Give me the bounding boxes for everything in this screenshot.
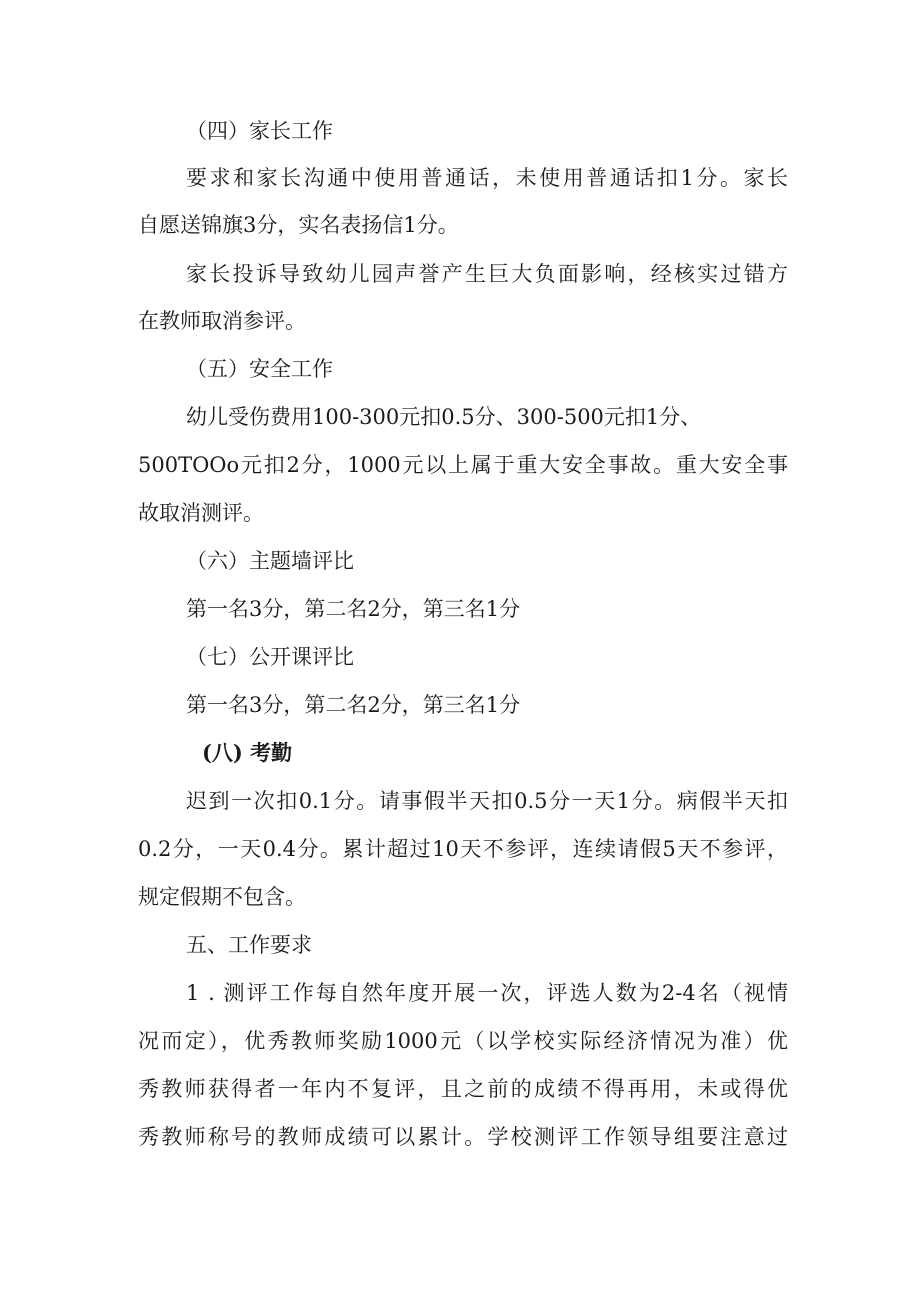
section-heading-safety-work: （五）安全工作 <box>186 357 333 381</box>
paragraph-line: 自愿送锦旗3分，实名表扬信1分。 <box>138 213 459 237</box>
paragraph-line: 迟到一次扣0.1分。请事假半天扣0.5分一天1分。病假半天扣 <box>186 789 788 813</box>
paragraph-line: 秀教师称号的教师成绩可以累计。学校测评工作领导组要注意过 <box>138 1125 788 1149</box>
paragraph-line: 家长投诉导致幼儿园声誉产生巨大负面影响，经核实过错方 <box>186 262 788 286</box>
paragraph-line: 在教师取消参评。 <box>138 309 306 333</box>
paragraph-line: 500TOOo元扣2分，1000元以上属于重大安全事故。重大安全事 <box>138 453 788 477</box>
paragraph-line: 幼儿受伤费用100-300元扣0.5分、300-500元扣1分、 <box>186 405 702 429</box>
paragraph-line: 秀教师获得者一年内不复评，且之前的成绩不得再用，未或得优 <box>138 1077 788 1101</box>
paragraph-line: 第一名3分，第二名2分，第三名1分 <box>186 597 521 621</box>
paragraph-line: 况而定），优秀教师奖励1000元（以学校实际经济情况为准）优 <box>138 1029 788 1053</box>
section-heading-parent-work: （四）家长工作 <box>186 119 333 143</box>
section-heading-open-class: （七）公开课评比 <box>186 645 354 669</box>
section-heading-work-requirements: 五、工作要求 <box>186 933 312 957</box>
paragraph-line: 0.2分，一天0.4分。累计超过10天不参评，连续请假5天不参评， <box>138 837 788 861</box>
paragraph-line: 1 . 测评工作每自然年度开展一次，评选人数为2-4名（视情 <box>186 981 788 1005</box>
paragraph-line: 要求和家长沟通中使用普通话，未使用普通话扣1分。家长 <box>186 166 788 190</box>
paragraph-line: 规定假期不包含。 <box>138 885 306 909</box>
section-heading-theme-wall: （六）主题墙评比 <box>186 549 354 573</box>
section-heading-attendance: (八) 考勤 <box>202 740 293 765</box>
paragraph-line: 故取消测评。 <box>138 501 264 525</box>
paragraph-line: 第一名3分，第二名2分，第三名1分 <box>186 693 521 717</box>
